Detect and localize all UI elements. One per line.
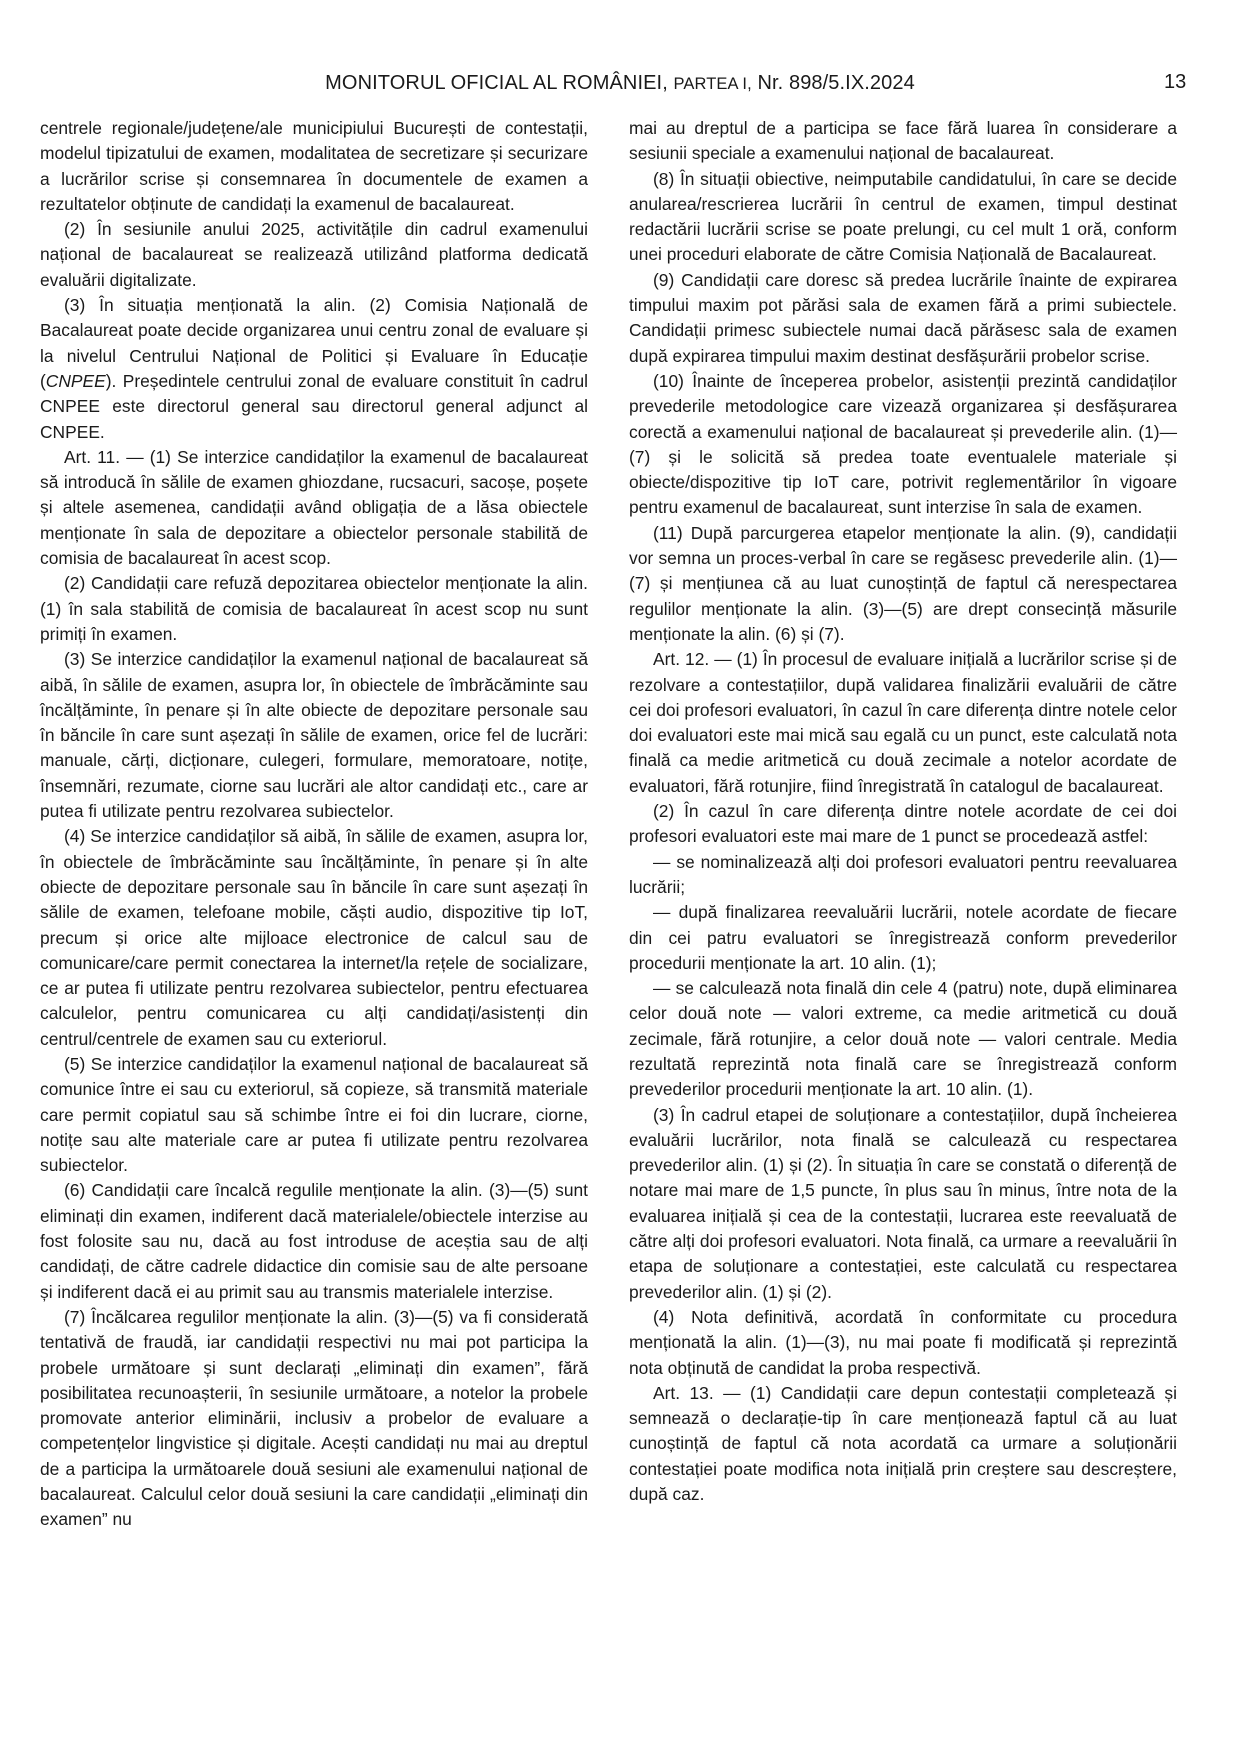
paragraph: (6) Candidații care încalcă regulile menționate la alin. (3)—(5) sunt eliminați din examen, indiferent dacă materialele/obiectele interzise au fost folosite sau nu, dacă au fost introduse de aceștia sau de alți candidați, de către cadrele didactice din comisie sau de alte persoane și indiferent dacă ei au primit sau au transmis materialele interzise.: [40, 1180, 588, 1302]
article-11-paragraph: Art. 11. — (1) Se interzice candidaților la examenul de bacalaureat să introducă în sălile de examen ghiozdane, rucsacuri, sacoșe, poșete și altele asemenea, candidații având obligația de a lăsa obiectele menționate în sala de depozitare a obiectelor personale stabilită de comisia de bacalaureat în acest scop.: [40, 446, 588, 569]
paragraph: (3) În cadrul etapei de soluționare a contestațiilor, după încheierea evaluării lucrărilor, nota finală se calculează cu respectarea prevederilor alin. (1) și (2). În situația în care se constată o diferență de notare mai mare de 1,5 puncte, în plus sau în minus, între nota de la evaluarea inițială și cea de la contestații, lucrarea este reevaluată de către alți doi profesori evaluatori. Nota finală, ca urmare a reevaluării în etapa de soluționare a contestației, este calculată cu respectarea prevederilor alin. (1) și (2).: [629, 1104, 1177, 1302]
list-item: — după finalizarea reevaluării lucrării, notele acordate de fiecare din cei patru evaluatori se înregistrează conform prevederilor procedurii menționate la art. 10 alin. (1);: [629, 902, 1177, 973]
article-13-paragraph: Art. 13. — (1) Candidații care depun contestații completează și semnează o declarație-tip în care menționează faptul că au luat cunoștință de faptul că nota acordată ca urmare a soluționării contestației poate modifica nota inițială prin creștere sau descreștere, după caz.: [629, 1382, 1177, 1505]
paragraph: (8) În situații obiective, neimputabile candidatului, în care se decide anularea/rescrierea lucrării în centrul de examen, timpul destinat redactării lucrării scrise se poate prelungi, cu cel mult 1 oră, conform unei proceduri elaborate de către Comisia Națională de Bacalaureat.: [629, 168, 1177, 265]
paragraph: (11) După parcurgerea etapelor menționate la alin. (9), candidații vor semna un proces-verbal în care se regăsesc prevederile alin. (1)—(7) și mențiunea că au luat cunoștință de faptul că nerespectarea regulilor menționate la alin. (3)—(5) are drept consecință măsurile menționate la alin. (6) și (7).: [629, 522, 1177, 644]
paragraph: (2) În cazul în care diferența dintre notele acordate de cei doi profesori evaluatori este mai mare de 1 punct se procedează astfel:: [629, 801, 1177, 847]
left-column: [40, 116, 588, 1533]
paragraph: (2) În sesiunile anului 2025, activitățile din cadrul examenului național de bacalaureat se realizează utilizând platforma dedicată evaluării digitalizate.: [40, 219, 588, 290]
paragraph: (4) Nota definitivă, acordată în conformitate cu procedura menționată la alin. (1)—(3), nu mai poate fi modificată și reprezintă nota obținută de candidat la proba respectivă.: [629, 1306, 1177, 1378]
list-item: — se calculează nota finală din cele 4 (patru) note, după eliminarea celor două note — valori extreme, ca medie aritmetică cu două zecimale, fără rotunjire, a celor două note — valori centrale. Media rezultată reprezintă nota finală care se înregistrează conform prevederilor procedurii menționate la art. 10 alin. (1).: [629, 978, 1177, 1100]
publication-part: PARTEA I,: [673, 75, 752, 93]
paragraph: (9) Candidații care doresc să predea lucrările înainte de expirarea timpului maxim pot părăsi sala de examen fără a primi subiectele. Candidații primesc subiectele numai dacă părăsesc sala de examen după expirarea timpului maxim destinat desfășurării probelor scrise.: [629, 269, 1177, 366]
paragraph: (4) Se interzice candidaților să aibă, în sălile de examen, asupra lor, în obiectele de îmbrăcăminte sau încălțăminte, în penare și în alte obiecte de depozitare personale sau în băncile în care sunt așezați în sălile de examen, telefoane mobile, căști audio, dispozitive tip IoT, precum și orice alte mijloace electronice de calcul sau de comunicare/care permit conectarea la internet/la rețele de socializare, ce ar putea fi utilizate pentru rezolvarea subiectelor, pentru efectuarea calculelor, pentru comunicarea cu alți candidați/asistenți din centrul/centrele de examen sau cu exteriorul.: [40, 826, 588, 1049]
paragraph: (10) Înainte de începerea probelor, asistenții prezintă candidaților prevederile metodologice care vizează organizarea și desfășurarea corectă a examenului național de bacalaureat și prevederile alin. (1)—(7) și le solicită să predea toate eventualele materiale și obiecte/dispozitive tip IoT care, potrivit reglementărilor în vigoare pentru examenul de bacalaureat, sunt interzise în sala de examen.: [629, 370, 1177, 518]
issue-number: Nr. 898/5.IX.2024: [757, 72, 915, 94]
paragraph: centrele regionale/județene/ale municipiului București de contestații, modelul tipizatului de examen, modalitatea de secretizare și securizare a lucrărilor scrise și consemnarea în documentele de examen a rezultatelor obținute de candidați la examenul de bacalaureat.: [40, 118, 588, 214]
paragraph: (5) Se interzice candidaților la examenul național de bacalaureat să comunice între ei sau cu exteriorul, să copieze, să transmită materiale care permit copiatul sau să schimbe între ei foi din lucrare, ciorne, notițe sau alte materiale care ar putea fi utilizate pentru rezolvarea subiectelor.: [40, 1053, 588, 1176]
page-header: [64, 72, 1176, 95]
paragraph: (3) Se interzice candidaților la examenul național de bacalaureat să aibă, în sălile de examen, asupra lor, în obiectele de îmbrăcăminte sau încălțăminte, în penare și în alte obiecte de depozitare personale sau în băncile în care sunt așezați în sălile de examen, orice fel de lucrări: manuale, cărți, dicționare, culegeri, formulare, memoratoare, notițe, însemnări, rezumate, ciorne sau lucrări ale altor candidați etc., care ar putea fi utilizate pentru rezolvarea subiectelor.: [40, 649, 588, 822]
publication-title: MONITORUL OFICIAL AL ROMÂNIEI,: [325, 72, 668, 94]
paragraph: (3) În situația menționată la alin. (2) Comisia Națională de Bacalaureat poate decide organizarea unui centru zonal de evaluare și la nivelul Centrului Național de Politici și Evaluare în Educație (CNPEE). Președintele centrului zonal de evaluare constituit în cadrul CNPEE este directorul general sau directorul general adjunct al CNPEE.: [40, 295, 588, 442]
paragraph: (7) Încălcarea regulilor menționate la alin. (3)—(5) va fi considerată tentativă de fraudă, iar candidații respectivi nu mai pot participa la probele următoare și sunt declarați „eliminați din examen”, fără posibilitatea recunoașterii, în sesiunile următoare, a notelor la probele promovate anterior eliminării, inclusiv a probelor de evaluare a competențelor lingvistice și digitale. Acești candidați nu mai au dreptul de a participa la următoarele două sesiuni ale examenului național de bacalaureat. Calculul celor două sesiuni la care candidații „eliminați din examen” nu: [40, 1306, 588, 1530]
list-item: — se nominalizează alți doi profesori evaluatori pentru reevaluarea lucrării;: [629, 851, 1177, 897]
paragraph: (2) Candidații care refuză depozitarea obiectelor menționate la alin. (1) în sala stabilită de comisia de bacalaureat în acest scop nu sunt primiți în examen.: [40, 573, 588, 644]
paragraph: mai au dreptul de a participa se face fără luarea în considerare a sesiunii speciale a examenului național de bacalaureat.: [629, 118, 1177, 164]
right-column: [629, 116, 1177, 1507]
article-12-paragraph: Art. 12. — (1) În procesul de evaluare inițială a lucrărilor scrise și de rezolvare a contestațiilor, după validarea finalizării evaluării de către cei doi profesori evaluatori, în cazul în care diferența dintre notele celor doi evaluatori este mai mică sau egală cu un punct, este calculată nota finală ca medie aritmetică cu două zecimale a notelor acordate de evaluatori, fără rotunjire, fiind înregistrată în catalogul de bacalaureat.: [629, 649, 1177, 796]
page-number: 13: [1164, 71, 1187, 93]
